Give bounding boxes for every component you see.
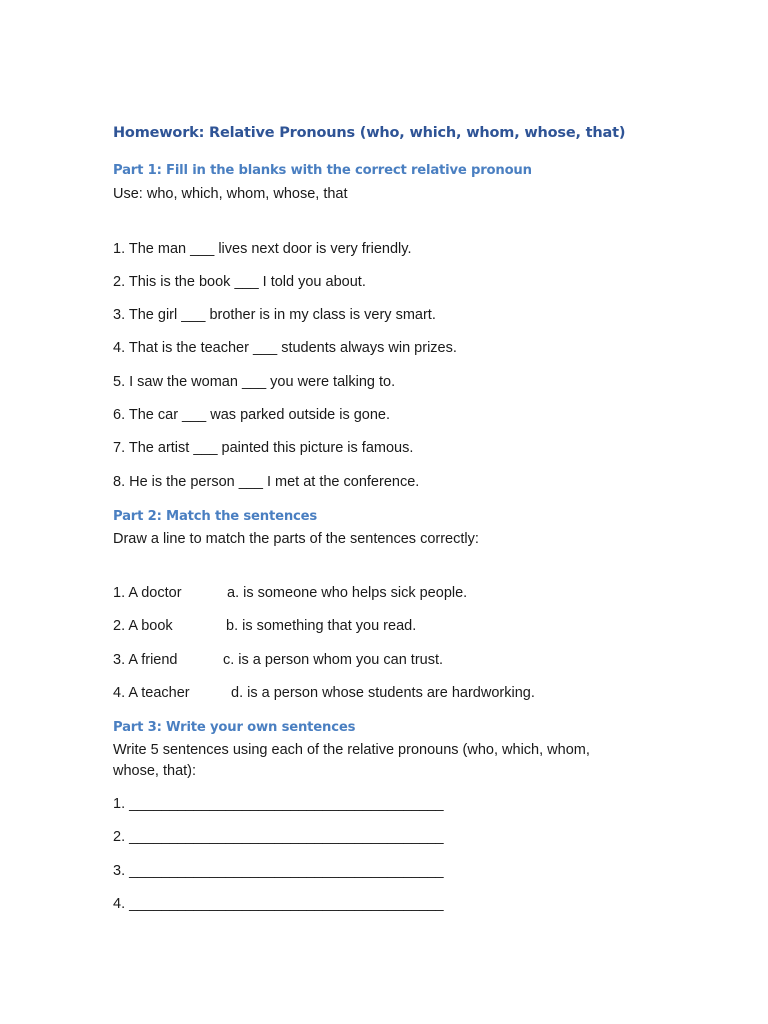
part1-item: 7. The artist ___ painted this picture is famous. (113, 440, 414, 456)
answer-line: 2. _______________________________________ (113, 829, 444, 845)
part1-item: 4. That is the teacher ___ students always win prizes. (113, 340, 457, 356)
answer-line: 1. _______________________________________ (113, 796, 444, 812)
match-right-item: b. is something that you read. (226, 618, 417, 634)
answer-line: 3. _______________________________________ (113, 863, 444, 879)
match-row (113, 583, 468, 604)
match-row (113, 650, 444, 671)
part1-item: 5. I saw the woman ___ you were talking to. (113, 374, 396, 390)
match-right-item: c. is a person whom you can trust. (223, 652, 444, 668)
match-left-item: 1. A doctor (113, 585, 182, 601)
document-title: Homework: Relative Pronouns (who, which, whom, whose, that) (113, 125, 626, 141)
match-row (113, 616, 417, 637)
part3-instruction: Write 5 sentences using each of the relative pronouns (who, which, whom, whose, that): (113, 742, 590, 779)
match-right-item: d. is a person whose students are hardworking. (231, 685, 535, 701)
part1-item: 6. The car ___ was parked outside is gone. (113, 407, 391, 423)
part3-heading: Part 3: Write your own sentences (113, 720, 356, 735)
part1-item: 8. He is the person ___ I met at the conference. (113, 474, 420, 490)
part1-item: 3. The girl ___ brother is in my class is very smart. (113, 307, 436, 323)
match-left-item: 2. A book (113, 618, 173, 634)
part2-instruction: Draw a line to match the parts of the sentences correctly: (113, 531, 479, 547)
part1-heading: Part 1: Fill in the blanks with the correct relative pronoun (113, 163, 532, 178)
part1-item: 2. This is the book ___ I told you about. (113, 274, 366, 290)
part1-item: 1. The man ___ lives next door is very friendly. (113, 241, 412, 257)
match-right-item: a. is someone who helps sick people. (227, 585, 468, 601)
match-left-item: 4. A teacher (113, 685, 190, 701)
answer-line: 4. _______________________________________ (113, 896, 444, 912)
part1-instruction: Use: who, which, whom, whose, that (113, 186, 348, 202)
part2-heading: Part 2: Match the sentences (113, 509, 318, 524)
match-left-item: 3. A friend (113, 652, 178, 668)
match-row (113, 683, 535, 704)
